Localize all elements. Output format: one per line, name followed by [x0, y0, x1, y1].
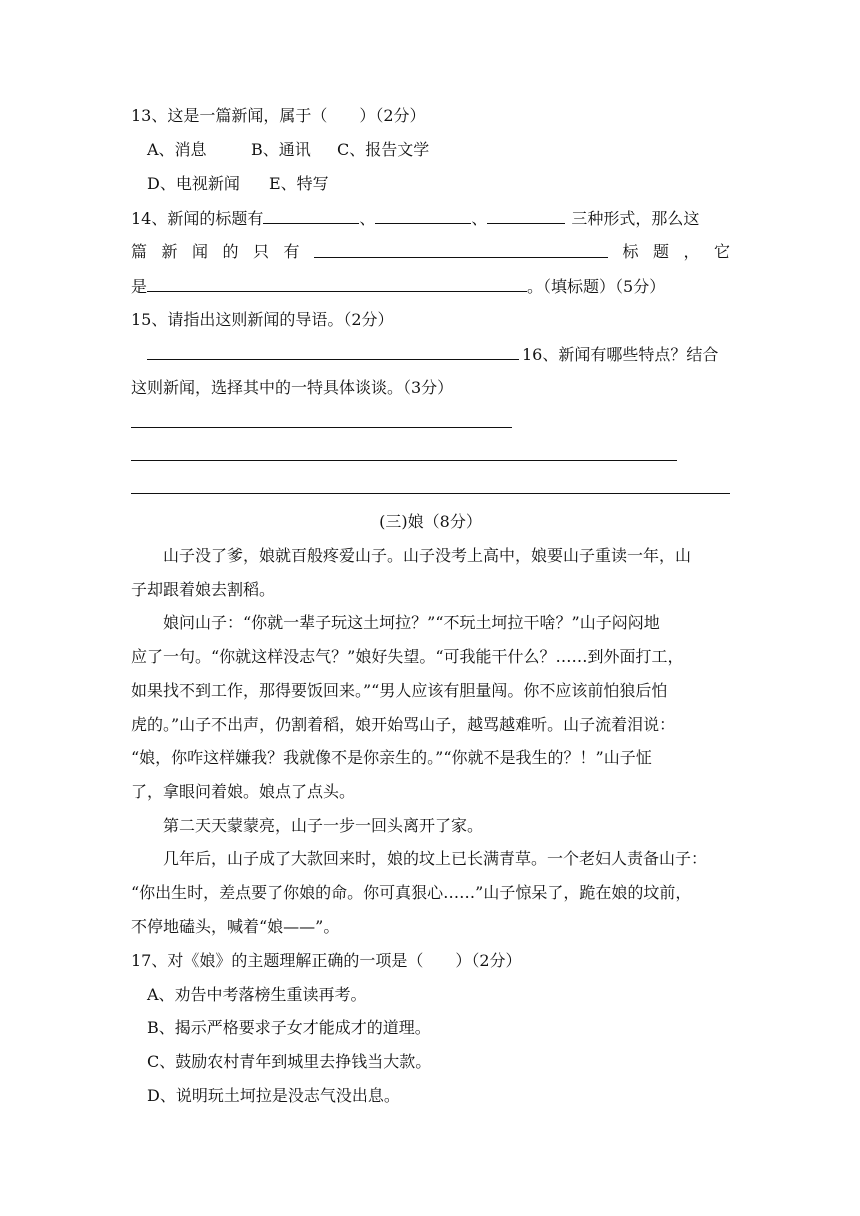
story-line: 第二天天蒙蒙亮，山子一步一回头离开了家。: [163, 816, 484, 835]
q15-answer-blank[interactable]: [147, 343, 519, 360]
story-line: 娘问山子：“你就一辈子玩这土坷拉？”“不玩土坷拉干啥？”山子闷闷地: [163, 613, 660, 632]
q14-char: 篇: [131, 242, 148, 261]
story-line: 山子没了爹，娘就百般疼爱山子。山子没考上高中，娘要山子重读一年，山: [163, 546, 692, 565]
q14-line3: [131, 275, 730, 298]
q16-stem-part1: 16、新闻有哪些特点？结合: [522, 345, 719, 364]
q17-option-b: B、揭示严格要求子女才能成才的道理。: [147, 1018, 431, 1037]
q14-char: 新: [161, 242, 178, 261]
q14-blank-5[interactable]: [147, 275, 527, 292]
q13-option-b: B、通讯: [251, 140, 311, 159]
story-line: 子却跟着娘去割稻。: [131, 580, 276, 599]
story-line: 应了一句。“你就这样没志气？”娘好失望。“可我能干什么？……到外面打工，: [131, 647, 684, 666]
q16-stem-part2: 这则新闻，选择其中的一特具体谈谈。（3分）: [131, 378, 454, 397]
story-line: 如果找不到工作，那得要饭回来。”“男人应该有胆量闯。你不应该前怕狼后怕: [131, 681, 668, 700]
q14-sep-1: 、: [359, 209, 376, 228]
q14-char: 只: [253, 242, 270, 261]
q14-char: 闻: [192, 242, 209, 261]
q13-option-e: E、特写: [269, 174, 329, 193]
story-line: 了，拿眼问着娘。娘点了点头。: [131, 782, 356, 801]
q16-answer-line-1[interactable]: [131, 427, 512, 428]
q14-char: 它: [713, 242, 730, 261]
q14-line1: [131, 207, 730, 230]
q16-answer-line-3[interactable]: [131, 493, 730, 494]
story-line: 虎的。”山子不出声，仍割着稻，娘开始骂山子，越骂越难听。山子流着泪说：: [131, 715, 676, 734]
q14-line2: [131, 241, 730, 263]
q15-q16-line: [147, 343, 730, 366]
q14-char: 标: [622, 242, 639, 261]
q15-stem: 15、请指出这则新闻的导语。（2分）: [131, 310, 394, 329]
q14-blank-4[interactable]: [314, 241, 608, 258]
q14-blank-3[interactable]: [487, 207, 565, 224]
q13-options-row1: [147, 139, 746, 161]
q13-option-d: D、电视新闻: [147, 174, 240, 193]
story-line: “你出生时，差点要了你娘的命。你可真狠心……”山子惊呆了，跪在娘的坟前，: [131, 883, 692, 902]
story-line: “娘，你咋这样嫌我？我就像不是你亲生的。”“你就不是我生的？！”山子怔: [131, 748, 652, 767]
q17-option-d: D、说明玩土坷拉是没志气没出息。: [147, 1086, 400, 1105]
q14-sep-2: 、: [471, 209, 488, 228]
q13-stem: 13、这是一篇新闻，属于（ ）（2分）: [131, 106, 426, 125]
q13-option-a: A、消息: [147, 140, 207, 159]
q17-option-c: C、鼓励农村青年到城里去挣钱当大款。: [147, 1052, 432, 1071]
q16-answer-line-2[interactable]: [131, 460, 677, 461]
q17-stem: 17、对《娘》的主题理解正确的一项是（ ）（2分）: [131, 951, 522, 970]
q14-suffix: 三种形式，那么这: [571, 209, 700, 228]
q14-blank-2[interactable]: [375, 207, 471, 224]
q14-blank-1[interactable]: [263, 207, 359, 224]
q17-option-a: A、劝告中考落榜生重读再考。: [147, 985, 367, 1004]
q13-option-c: C、报告文学: [337, 140, 430, 159]
q14-prefix: 14、新闻的标题有: [131, 209, 264, 228]
q14-char: 题: [652, 242, 669, 261]
q14-char: 有: [283, 242, 300, 261]
story-line: 不停地磕头，喊着“娘——”。: [131, 917, 340, 936]
q14-line3-suffix: 。（填标题）（5分）: [527, 277, 666, 296]
section-title: (三)娘（8分）: [379, 512, 482, 531]
q14-line3-prefix: 是: [131, 277, 148, 296]
q14-char: 的: [222, 242, 239, 261]
q14-char: ，: [683, 242, 700, 261]
q13-options-row2: [147, 173, 746, 195]
story-line: 几年后，山子成了大款回来时，娘的坟上已长满青草。一个老妇人责备山子：: [163, 849, 708, 868]
